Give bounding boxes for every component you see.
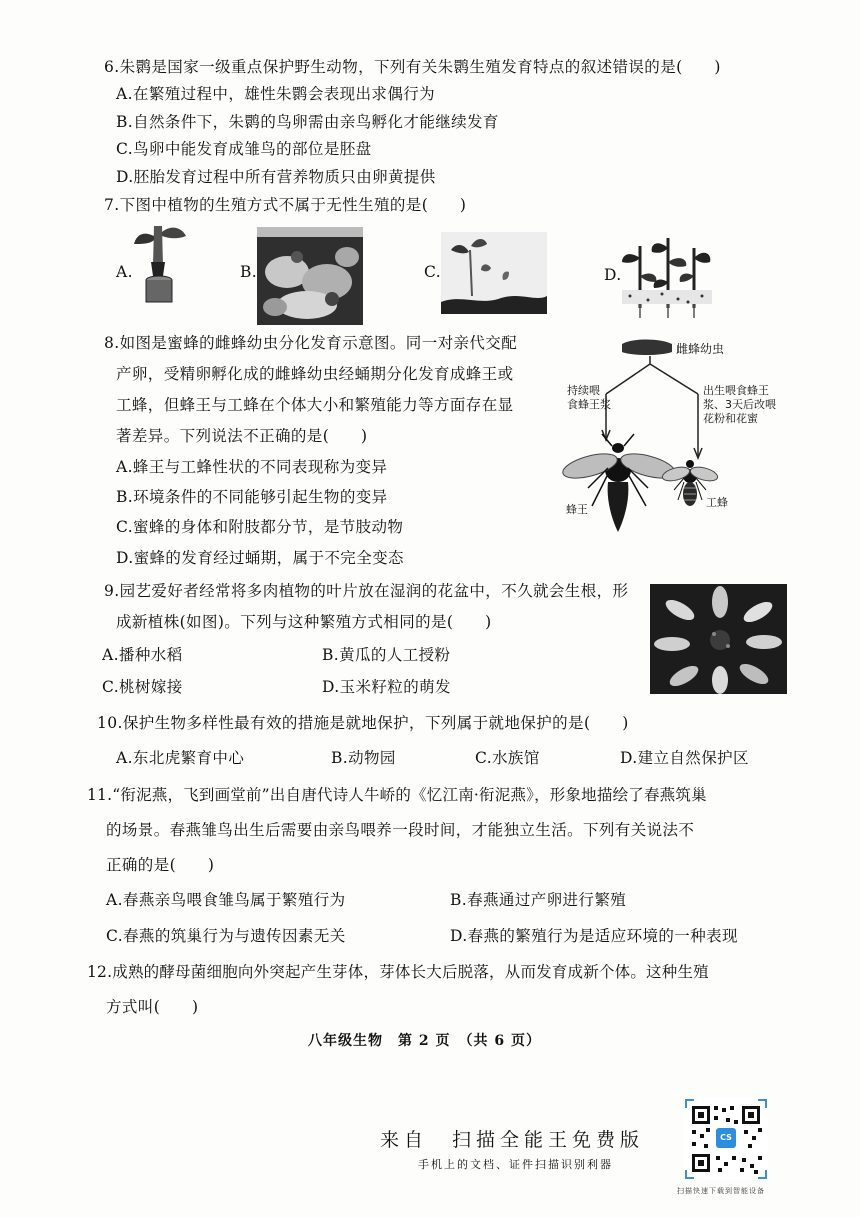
diagram-left-path-line-1: 持续喂 (567, 384, 600, 397)
succulent-leaf-photo (650, 584, 787, 694)
q11-stem-line-3: 正确的是( ) (106, 856, 215, 874)
q6-option-d: D.胚胎发育过程中所有营养物质只由卵黄提供 (116, 168, 436, 186)
diagram-queen-label: 蜂王 (566, 503, 588, 516)
diagram-larva-label: 雌蜂幼虫 (676, 342, 725, 356)
q11-option-d: D.春燕的繁殖行为是适应环境的一种表现 (450, 927, 738, 945)
diagram-worker-label: 工蜂 (706, 496, 728, 509)
q6-option-c: C.鸟卵中能发育成雏鸟的部位是胚盘 (116, 140, 372, 158)
qr-caption: 扫描快速下载到智能设备 (677, 1187, 765, 1195)
q11-option-b: B.春燕通过产卵进行繁殖 (450, 891, 627, 909)
q11-stem-line-1: 11.“衔泥燕，飞到画堂前”出自唐代诗人牛峤的《忆江南·衔泥燕》，形象地描绘了春燕筑巢 (87, 786, 707, 804)
q7-label-d: D. (604, 266, 622, 284)
q10-option-b: B.动物园 (331, 749, 396, 767)
q10-option-d: D.建立自然保护区 (620, 749, 749, 767)
diagram-left-path-line-2: 食蜂王浆 (567, 398, 611, 411)
q7-stem: 7.下图中植物的生殖方式不属于无性生殖的是( ) (104, 196, 467, 214)
grafting-figure (132, 222, 188, 304)
q8-option-a: A.蜂王与工蜂性状的不同表现称为变异 (116, 458, 388, 476)
qr-center-logo: CS (720, 1133, 732, 1142)
q8-option-b: B.环境条件的不同能够引起生物的变异 (116, 488, 388, 506)
q9-stem-line-2: 成新植株(如图)。下列与这种繁殖方式相同的是( ) (116, 613, 492, 631)
q6-stem: 6.朱鹮是国家一级重点保护野生动物，下列有关朱鹮生殖发育特点的叙述错误的是( ) (104, 58, 721, 76)
q10-stem: 10.保护生物多样性最有效的措施是就地保护，下列属于就地保护的是( ) (97, 714, 629, 732)
page-footer: 八年级生物 第 2 页 （共 6 页） (308, 1033, 541, 1049)
q9-option-b: B.黄瓜的人工授粉 (322, 646, 451, 664)
q9-stem-line-1: 9.园艺爱好者经常将多肉植物的叶片放在湿润的花盆中，不久就会生根，形 (104, 582, 629, 600)
cutting-figure (618, 228, 714, 320)
q8-stem-line-3: 工蜂，但蜂王与工蜂在个体大小和繁殖能力等方面存在显 (116, 396, 514, 414)
q9-option-a: A.播种水稻 (102, 646, 183, 664)
q7-label-a: A. (116, 263, 133, 281)
q9-option-d: D.玉米籽粒的萌发 (322, 678, 451, 696)
watermark-subtitle: 手机上的文档、证件扫描识别利器 (418, 1158, 613, 1171)
q10-option-c: C.水族馆 (475, 749, 540, 767)
q9-option-c: C.桃树嫁接 (102, 678, 183, 696)
q11-option-a: A.春燕亲鸟喂食雏鸟属于繁殖行为 (106, 891, 346, 909)
q8-stem-line-2: 产卵，受精卵孵化成的雌蜂幼虫经蛹期分化发育成蜂王或 (116, 365, 514, 383)
bee-diagram (560, 338, 790, 538)
q7-label-c: C. (424, 263, 442, 281)
seedling-photo (441, 232, 547, 314)
q6-option-a: A.在繁殖过程中，雄性朱鹮会表现出求偶行为 (116, 85, 436, 103)
q7-label-b: B. (240, 263, 258, 281)
q8-stem-line-1: 8.如图是蜜蜂的雌蜂幼虫分化发育示意图。同一对亲代交配 (104, 334, 518, 352)
q6-option-b: B.自然条件下，朱鹮的鸟卵需由亲鸟孵化才能继续发育 (116, 113, 499, 131)
q10-option-a: A.东北虎繁育中心 (116, 749, 245, 767)
diagram-right-path-line-2: 浆、3天后改喂 (703, 398, 776, 411)
potato-sprout-photo (257, 227, 363, 325)
q12-stem-line-2: 方式叫( ) (106, 998, 199, 1016)
watermark-title: 来自 扫描全能王免费版 (380, 1129, 645, 1151)
q8-stem-line-4: 著差异。下列说法不正确的是( ) (116, 427, 368, 445)
q8-option-d: D.蜜蜂的发育经过蛹期，属于不完全变态 (116, 549, 404, 567)
diagram-right-path-line-3: 花粉和花蜜 (703, 412, 758, 425)
q11-stem-line-2: 的场景。春燕雏鸟出生后需要由亲鸟喂养一段时间，才能独立生活。下列有关说法不 (106, 821, 695, 839)
q12-stem-line-1: 12.成熟的酵母菌细胞向外突起产生芽体，芽体长大后脱落，从而发育成新个体。这种生殖 (87, 963, 709, 981)
q8-option-c: C.蜜蜂的身体和附肢都分节，是节肢动物 (116, 518, 404, 536)
q11-option-c: C.春燕的筑巢行为与遗传因素无关 (106, 927, 346, 945)
diagram-right-path-line-1: 出生喂食蜂王 (703, 384, 769, 397)
